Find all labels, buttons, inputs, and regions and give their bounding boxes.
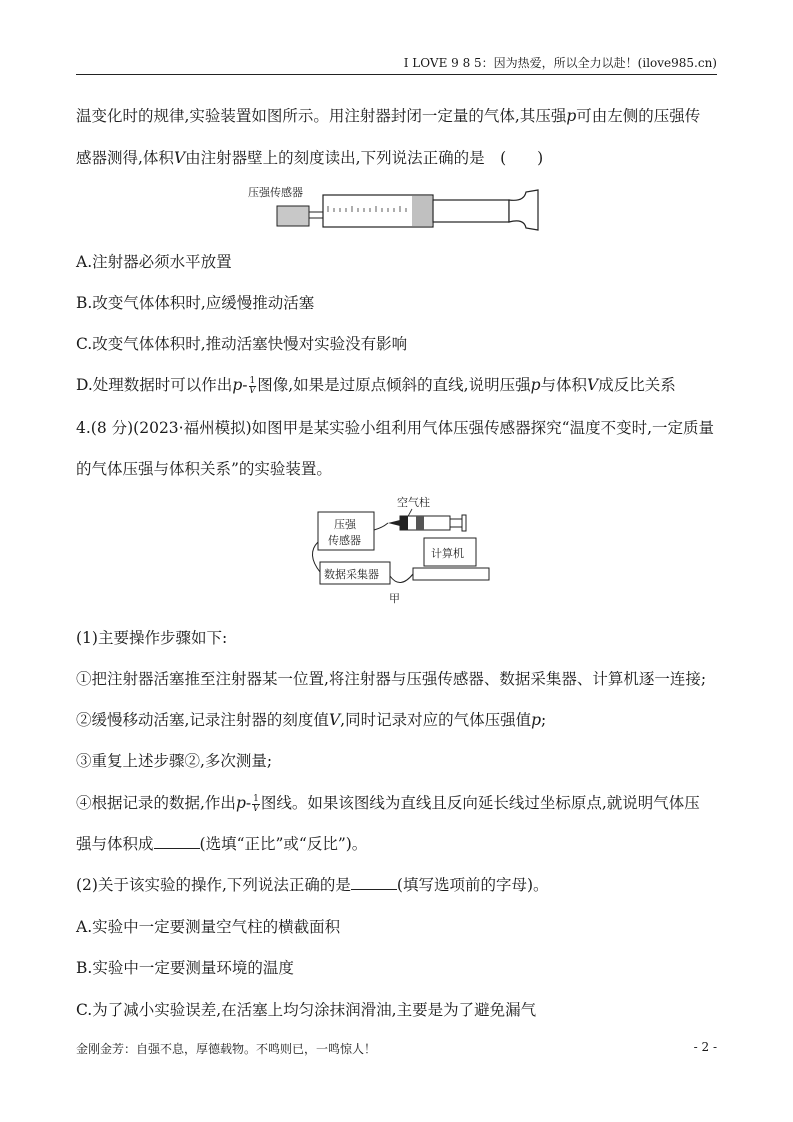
q3-stem-line-2: 感器测得,体积V由注射器壁上的刻度读出,下列说法正确的是 ( ) — [76, 149, 544, 167]
figure-caption: 甲 — [389, 592, 400, 605]
collector-label: 数据采集器 — [324, 568, 379, 581]
fraction-1-over-v-step4: $\frac{1}{V}$ — [252, 793, 260, 814]
page-number: - 2 - — [693, 1040, 717, 1054]
q4-part2-stem: (2)关于该实验的操作,下列说法正确的是 (填写选项前的字母)。 — [76, 876, 549, 894]
experiment-apparatus-figure — [300, 492, 500, 607]
syringe-figure-label: 压强传感器 — [248, 186, 303, 199]
fraction-1-over-v: $\frac{1}{V}$ — [249, 375, 256, 396]
q4-stem-line-1: 4.(8 分)(2023·福州模拟)如图甲是某实验小组利用气体压强传感器探究“温度不变时,一定质量 — [76, 419, 714, 437]
q4-step-3: ③重复上述步骤②,多次测量; — [76, 752, 273, 770]
q3-option-d: D.处理数据时可以作出p- $\frac{1}{V}$ 图像,如果是过原点倾斜的直线,说明压强p与体积V成反比关系 — [76, 375, 676, 396]
q4-step-4-cont: 强与体积成 (选填“正比”或“反比”)。 — [76, 835, 368, 853]
answer-blank-2[interactable] — [351, 875, 397, 890]
sensor-label-1: 压强 — [334, 518, 356, 531]
q4-step-4: ④根据记录的数据,作出p- $\frac{1}{V}$ 图线。如果该图线为直线且反向延长线过坐标原点,就说明气体压 — [76, 793, 700, 814]
footer-motto: 金刚金芳：自强不息，厚德载物。不鸣则已，一鸣惊人！ — [76, 1042, 377, 1056]
syringe-figure — [240, 182, 550, 232]
q3-stem-line-1: 温变化时的规律,实验装置如图所示。用注射器封闭一定量的气体,其压强p可由左侧的压强传 — [76, 107, 701, 125]
q4-option-a: A.实验中一定要测量空气柱的横截面积 — [76, 918, 341, 936]
header-text: I LOVE 9 8 5：因为热爱，所以全力以赴！(ilove985.cn) — [403, 56, 717, 70]
answer-blank-1[interactable] — [154, 834, 200, 849]
q4-option-b: B.实验中一定要测量环境的温度 — [76, 959, 294, 977]
q3-option-a: A.注射器必须水平放置 — [76, 253, 232, 271]
q4-option-c: C.为了减小实验误差,在活塞上均匀涂抹润滑油,主要是为了避免漏气 — [76, 1001, 537, 1019]
q3-option-c: C.改变气体体积时,推动活塞快慢对实验没有影响 — [76, 335, 408, 353]
q3-option-b: B.改变气体体积时,应缓慢推动活塞 — [76, 294, 315, 312]
q4-step-1: ①把注射器活塞推至注射器某一位置,将注射器与压强传感器、数据采集器、计算机逐一连接; — [76, 670, 707, 688]
computer-label: 计算机 — [431, 547, 464, 560]
air-column-label: 空气柱 — [397, 496, 430, 509]
q4-step-2: ②缓慢移动活塞,记录注射器的刻度值V,同时记录对应的气体压强值p; — [76, 711, 547, 729]
q4-stem-line-2: 的气体压强与体积关系”的实验装置。 — [76, 460, 332, 478]
sensor-label-2: 传感器 — [328, 534, 361, 547]
page-header — [76, 54, 717, 75]
q4-part1-title: (1)主要操作步骤如下: — [76, 629, 228, 647]
